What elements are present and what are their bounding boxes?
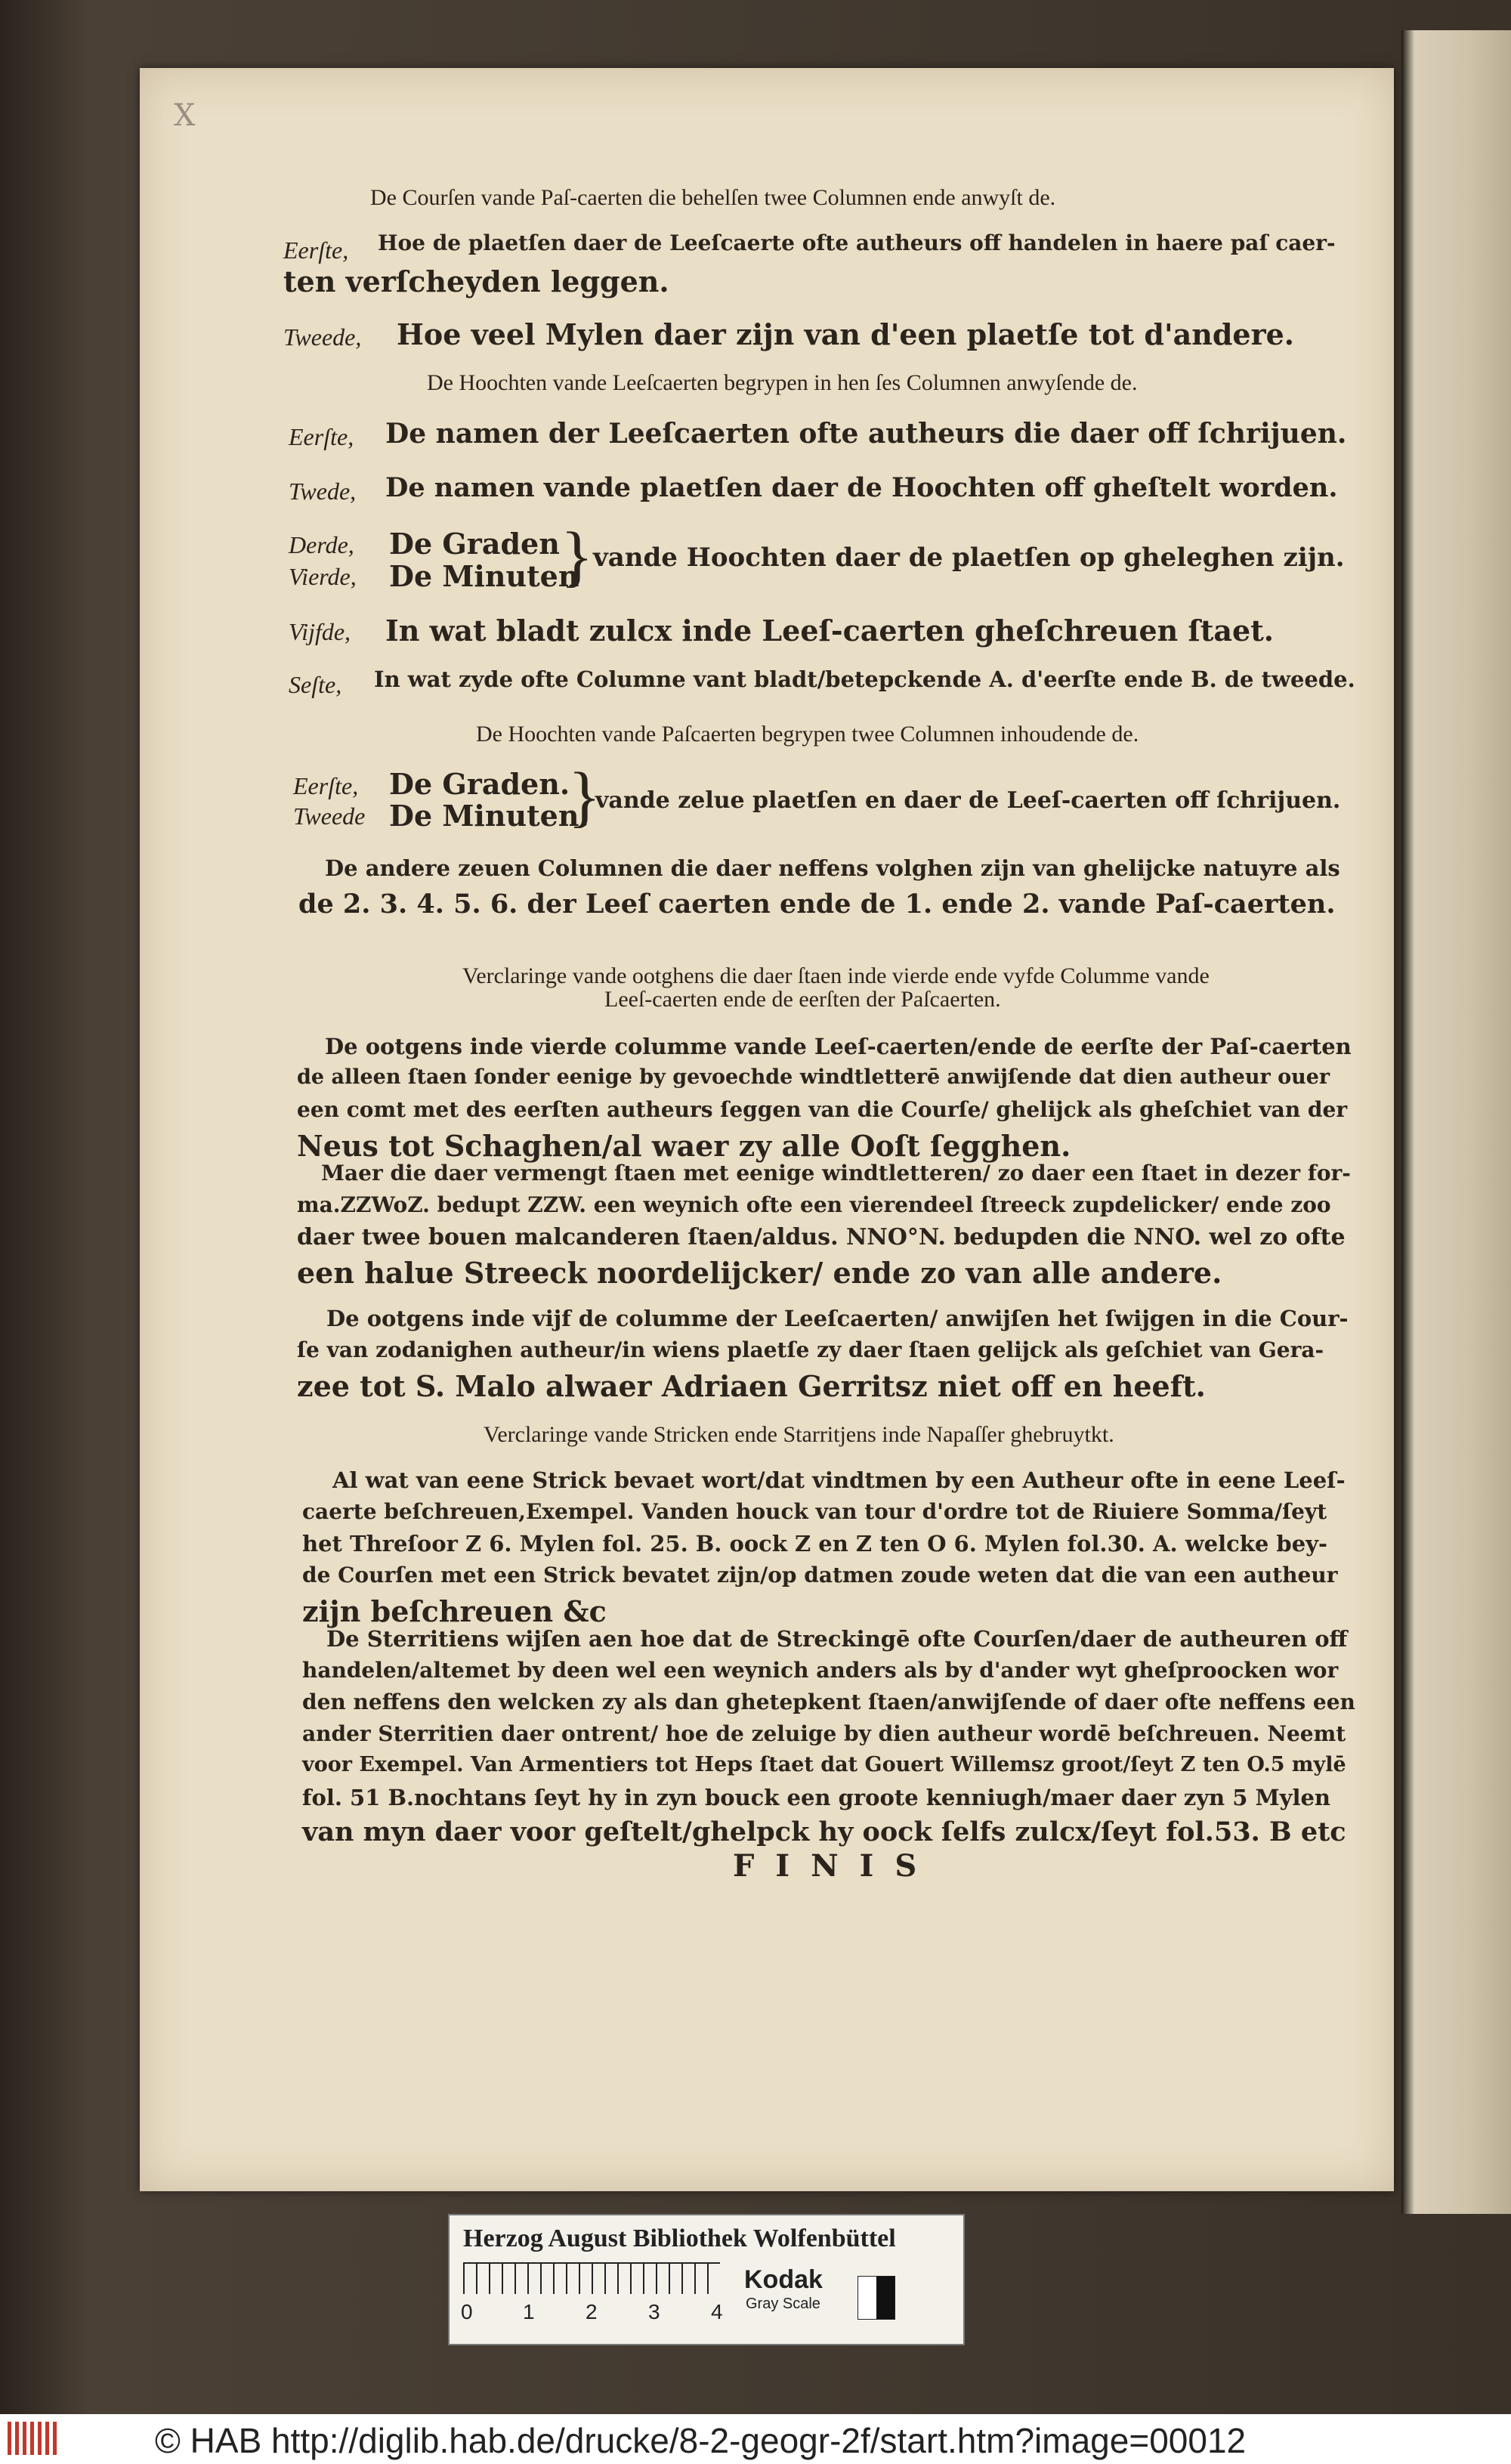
- text-line: handelen/altemet by deen wel een weynich anders als by d'ander wyt gheſproocken wor: [302, 1658, 1339, 1683]
- footer-url[interactable]: © HAB http://diglib.hab.de/drucke/8-2-geogr-2f/start.htm?image=00012: [155, 2421, 1247, 2460]
- line-label: Seſte,: [289, 671, 342, 698]
- line-label: Vijfde,: [289, 618, 351, 645]
- text-line: Al wat van eene Strick bevaet wort/dat vindtmen by een Autheur ofte in eene Leeſ-: [332, 1467, 1346, 1493]
- heading-courses: De Courſen vande Paſ-caerten die behelſen twee Columnen ende anwyſt de.: [370, 185, 1056, 210]
- text-line: De Graden: [389, 527, 560, 561]
- text-line: ma.ZZWoZ. bedupt ZZW. een weynich ofte een vierendeel ſtreeck zupdelicker/ ende zoo: [297, 1192, 1331, 1217]
- text-line: de 2. 3. 4. 5. 6. der Leeſ caerten ende de 1. ende 2. vande Paſ-caerten.: [298, 889, 1336, 920]
- text-line: In wat zyde ofte Columne vant bladt/betepckende A. d'eerſte ende B. de tweede.: [374, 666, 1355, 692]
- scale-tick: 0: [461, 2300, 473, 2323]
- text-line: een comt met des eerſten autheurs ſeggen van die Courſe/ ghelijck als gheſchiet van der: [297, 1097, 1348, 1122]
- text-line: fol. 51 B.nochtans ſeyt hy in zyn bouck een groote kenniugh/maer daer zyn 5 Mylen: [302, 1785, 1331, 1810]
- brace-symbol: }: [561, 519, 594, 594]
- text-line: De Minuten: [389, 559, 579, 593]
- text-line: De Graden.: [389, 767, 570, 801]
- text-line: De andere zeuen Columnen die daer neffens volghen zijn van ghelijcke natuyre als: [325, 855, 1340, 881]
- scale-tick: 1: [523, 2300, 535, 2323]
- text-line: den neffens den welcken zy als dan ghetepkent ſtaen/anwijſende of daer ofte neffens een: [302, 1690, 1355, 1714]
- text-line: vande Hoochten daer de plaetſen op gheleghen zijn.: [593, 543, 1345, 573]
- heading-stricken: Verclaringe vande Stricken ende Starritjens inde Napaſſer ghebruytkt.: [484, 1422, 1114, 1447]
- finis: FINIS: [733, 1848, 938, 1884]
- heading-heights: De Hoochten vande Leeſcaerten begrypen in hen ſes Columnen anwyſende de.: [427, 370, 1138, 395]
- text-line: van myn daer voor geſtelt/ghelpck hy oock ſelfs zulcx/ſeyt fol.53. B etc: [302, 1816, 1346, 1847]
- text-line: De Sterritiens wijſen aen hoe dat de Streckingē ofte Courſen/daer de autheuren off: [326, 1626, 1348, 1652]
- heading-verclaringe-cont: Leeſ-caerten ende de eerſten der Paſcaerten.: [604, 987, 1001, 1012]
- text-line: De namen vande plaetſen daer de Hoochten off gheſtelt worden.: [385, 472, 1338, 503]
- line-label: Eerſte,: [283, 237, 349, 264]
- text-line: ten verſcheyden leggen.: [283, 264, 669, 298]
- brace-symbol: }: [568, 759, 601, 834]
- line-label: Twede,: [289, 478, 357, 505]
- gray-swatch: [857, 2276, 895, 2320]
- text-line: voor Exempel. Van Armentiers tot Heps ſtaet dat Gouert Willemsz groot/ſeyt Z ten O.5 mylē: [302, 1753, 1346, 1776]
- line-label: Eerſte,: [289, 423, 354, 450]
- line-label: Tweede: [293, 802, 366, 830]
- text-line: Neus tot Schaghen/al waer zy alle Ooſt ſegghen.: [297, 1129, 1071, 1163]
- footer-bar: [0, 2414, 1511, 2464]
- text-line: ander Sterritien daer ontrent/ hoe de zeluige by dien autheur wordē beſchreuen. Neemt: [302, 1721, 1346, 1746]
- scale-tick: 4: [711, 2300, 723, 2323]
- text-line: Hoe veel Mylen daer zijn van d'een plaetſe tot d'andere.: [397, 317, 1295, 351]
- text-line: Hoe de plaetſen daer de Leeſcaerte ofte autheurs off handelen in haere paſ caer-: [378, 230, 1336, 255]
- scale-tick: 2: [586, 2300, 598, 2323]
- text-line: De Minuten.: [389, 799, 589, 833]
- line-label: Tweede,: [283, 323, 362, 351]
- heading-pascaerten: De Hoochten vande Paſcaerten begrypen twee Columnen inhoudende de.: [476, 722, 1139, 747]
- text-line: een halue Streeck noordelijcker/ ende zo van alle andere.: [297, 1256, 1222, 1290]
- adjacent-page-edge: [1401, 30, 1511, 2214]
- text-line: De namen der Leeſcaerten ofte autheurs die daer off ſchrijuen.: [385, 418, 1347, 450]
- line-label: Eerſte,: [293, 772, 359, 799]
- text-line: vande zelue plaetſen en daer de Leeſ-caerten off ſchrijuen.: [595, 787, 1341, 814]
- kodak-logo: Kodak: [744, 2265, 823, 2294]
- text-line: ſe van zodanighen autheur/in wiens plaetſe zy daer ſtaen gelijck als geſchiet van Gera-: [297, 1337, 1324, 1362]
- text-line: zee tot S. Malo alwaer Adriaen Gerritsz niet off en heeft.: [297, 1369, 1206, 1403]
- text-line: het Threſoor Z 6. Mylen fol. 25. B. oock Z en Z ten O 6. Mylen fol.30. A. welcke bey-: [302, 1531, 1328, 1557]
- text-line: In wat bladt zulcx inde Leeſ-caerten gheſchreuen ſtaet.: [385, 614, 1274, 648]
- library-name: Herzog August Bibliothek Wolfenbüttel: [463, 2224, 896, 2252]
- text-line: de Courſen met een Strick bevatet zijn/op datmen zoude weten dat die van een autheur: [302, 1563, 1338, 1588]
- scale-ruler: [463, 2262, 720, 2294]
- line-label: Derde,: [289, 531, 354, 558]
- text-line: De ootgens inde vijf de columme der Leeſcaerten/ anwijſen het ſwijgen in die Cour-: [326, 1306, 1349, 1331]
- line-label: Vierde,: [289, 563, 357, 590]
- text-line: caerte beſchreuen,Exempel. Vanden houck van tour d'ordre tot de Riuiere Somma/ſeyt: [302, 1499, 1327, 1524]
- text-line: De ootgens inde vierde columme vande Leeſ-caerten/ende de eerſte der Paſ-caerten: [325, 1034, 1352, 1059]
- text-line: de alleen ſtaen ſonder eenige by gevoechde windtletterē anwijſende dat dien autheur ouer: [297, 1065, 1330, 1089]
- hab-logo-icon: [8, 2422, 60, 2455]
- heading-verclaringe: Verclaringe vande ootghens die daer ſtaen inde vierde ende vyfde Columme vande: [462, 963, 1210, 988]
- margin-mark: X: [174, 98, 196, 133]
- gray-scale-label: Gray Scale: [746, 2296, 820, 2312]
- text-line: Maer die daer vermengt ſtaen met eenige windtletteren/ zo daer een ſtaet in dezer for-: [321, 1161, 1351, 1186]
- color-target-card: [448, 2214, 965, 2345]
- text-line: daer twee bouen malcanderen ſtaen/aldus. NNO°N. bedupden die NNO. wel zo ofte: [297, 1224, 1346, 1251]
- text-line: zijn beſchreuen &c: [302, 1594, 607, 1628]
- scale-tick: 3: [648, 2300, 660, 2323]
